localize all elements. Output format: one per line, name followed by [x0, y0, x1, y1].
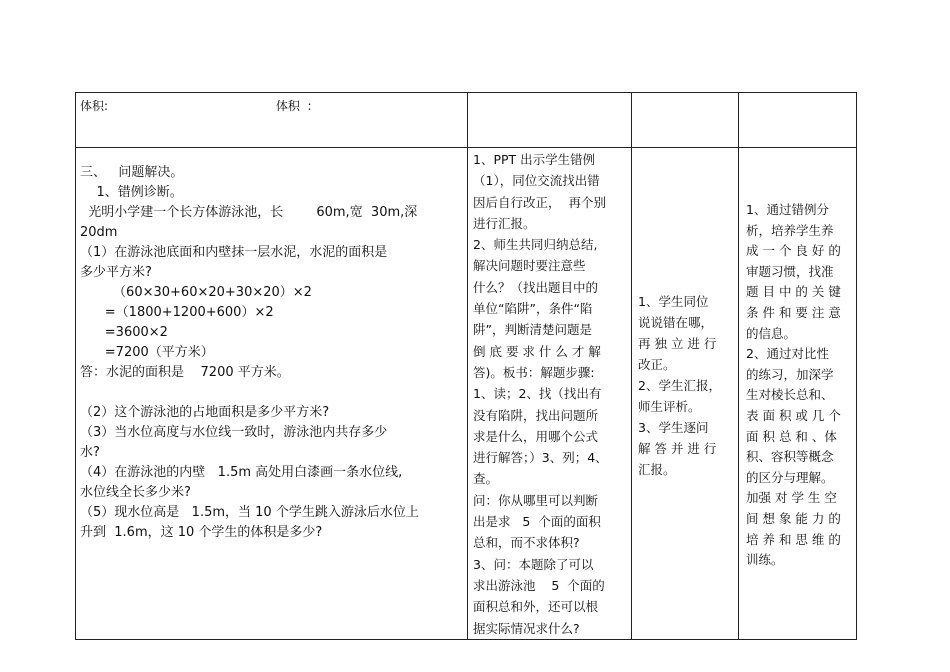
col2-line: 出是求 5 个面的面积 [473, 514, 601, 530]
col3-line: 说说错在哪， [638, 315, 714, 330]
col2-line: 1、PPT 出示学生错例 [473, 152, 596, 167]
col2-line: 3、问：本题除了可以 [473, 556, 594, 572]
col2-line: 据实际情况求什么? [473, 620, 580, 636]
table-row [76, 93, 857, 148]
col1-line: 水位线全长多少米? [80, 485, 191, 500]
col3-line: 汇报。 [638, 462, 676, 477]
col1-line: =3600×2 [80, 325, 168, 340]
col1-line [80, 383, 467, 403]
col3-line: 改正。 [638, 357, 676, 372]
col3-line: 2、学生汇报， [638, 378, 721, 393]
col1-line: （3）当水位高度与水位线一致时，游泳池内共存多少 [80, 425, 388, 440]
student-activity-cell [632, 148, 739, 640]
col4-line: 培 养 和 思 维 的 [746, 531, 841, 547]
col4-line: 间 想 象 能 力 的 [746, 510, 841, 526]
col1-line: 20dm [80, 225, 118, 240]
col2-line: 查。 [473, 471, 499, 487]
col2-line: 1、读；2、找（找出有 [473, 386, 602, 402]
col2-line: 倒 底 要 求 什 么 才 解 [473, 343, 601, 359]
table-cell [468, 93, 632, 148]
col4-line: 加强 对 学 生 空 [746, 490, 837, 506]
design-intent [739, 148, 856, 571]
col2-line: 因后自行改正， 再个别 [473, 194, 606, 210]
col4-line: 的信息。 [746, 325, 797, 341]
col2-line: 求出游泳池 5 个面的 [473, 577, 605, 593]
col3-line: 3、学生逐问 [638, 420, 709, 435]
col1-line: 光明小学建一个长方体游泳池，长 60m,宽 30m,深 [80, 205, 418, 220]
volume-labels: 体积: 体积 : [80, 99, 312, 113]
col4-line: 2、通过对比性 [746, 346, 829, 362]
col4-line: 成 一 个 良 好 的 [746, 243, 841, 259]
table-cell [739, 93, 857, 148]
teaching-content [76, 148, 467, 543]
design-intent-cell [739, 148, 857, 640]
col4-line: 题 目 中 的 关 键 [746, 284, 841, 300]
col4-line: 审题习惯，找准 [746, 263, 834, 279]
col4-line: 表 面 积 或 几 个 [746, 407, 841, 423]
col2-line: 没有陷阱，找出问题所 [473, 407, 599, 423]
col2-line: 2、师生共同归纳总结, [473, 237, 598, 253]
col2-line: 总和，而不求体积? [473, 535, 580, 551]
col1-line: 多少平方米? [80, 265, 152, 280]
col4-line: 的练习，加深学 [746, 366, 834, 382]
col4-line: 的区分与理解。 [746, 469, 834, 485]
teaching-content-cell [76, 148, 468, 640]
col2-line: 问：你从哪里可以判断 [473, 492, 599, 508]
col1-line: （1）在游泳池底面和内壁抹一层水泥，水泥的面积是 [80, 245, 388, 260]
col1-line: =7200（平方米） [80, 345, 214, 360]
col1-line: 1、错例诊断。 [80, 185, 183, 200]
table-row [76, 148, 857, 640]
col1-line: （60×30+60×20+30×20）×2 [80, 285, 312, 300]
col4-line: 1、通过错例分 [746, 202, 829, 217]
col2-line: 解决问题时要注意些 [473, 258, 586, 274]
col2-line: 答)。板书：解题步骤: [473, 364, 595, 380]
teacher-activity-cell [468, 148, 632, 640]
col2-line: 面积总和外，还可以根 [473, 599, 599, 615]
col4-line: 条 件 和 要 注 意 [746, 304, 841, 320]
col4-line: 积、容积等概念 [746, 449, 834, 465]
col1-line: =（1800+1200+600）×2 [80, 305, 274, 320]
col3-line: 解 答 并 进 行 [638, 441, 717, 456]
col4-line: 析，培养学生养 [746, 222, 834, 238]
col3-line: 1、学生同位 [638, 294, 709, 309]
col1-line: （2）这个游泳池的占地面积是多少平方米? [80, 405, 330, 420]
col2-line: 进行汇报。 [473, 215, 536, 231]
col1-line: 升到 1.6m，这 10 个学生的体积是多少? [80, 525, 323, 540]
col3-line: 师生评析。 [638, 399, 701, 414]
col4-line: 面 积 总 和 、体 [746, 428, 837, 444]
col4-line: 训练。 [746, 552, 784, 568]
lesson-plan-table [75, 92, 857, 640]
col2-line: 单位“陷阱”，条件“陷 [473, 301, 593, 317]
col2-line: 进行解答；）3、列；4、 [473, 450, 608, 466]
col2-line: （1），同位交流找出错 [473, 173, 600, 189]
col2-line: 求是什么，用哪个公式 [473, 428, 599, 444]
col1-line: 三、 问题解决。 [80, 165, 184, 180]
table-cell [632, 93, 739, 148]
col3-line: 再 独 立 进 行 [638, 336, 717, 351]
col1-line: （4）在游泳池的内壁 1.5m 高处用白漆画一条水位线, [80, 465, 403, 480]
col2-line: 什么？（找出题目中的 [473, 279, 599, 295]
col4-line: 生对棱长总和、 [746, 387, 834, 403]
col1-line: （5）现水位高是 1.5m，当 10 个学生跳入游泳后水位上 [80, 505, 419, 520]
table-cell [76, 93, 468, 148]
teacher-activity [468, 148, 631, 639]
col1-line: 答：水泥的面积是 7200 平方米。 [80, 365, 290, 380]
col1-line: 水? [80, 445, 100, 460]
student-activity [632, 148, 738, 480]
col2-line: 阱”，判断清楚问题是 [473, 322, 592, 338]
